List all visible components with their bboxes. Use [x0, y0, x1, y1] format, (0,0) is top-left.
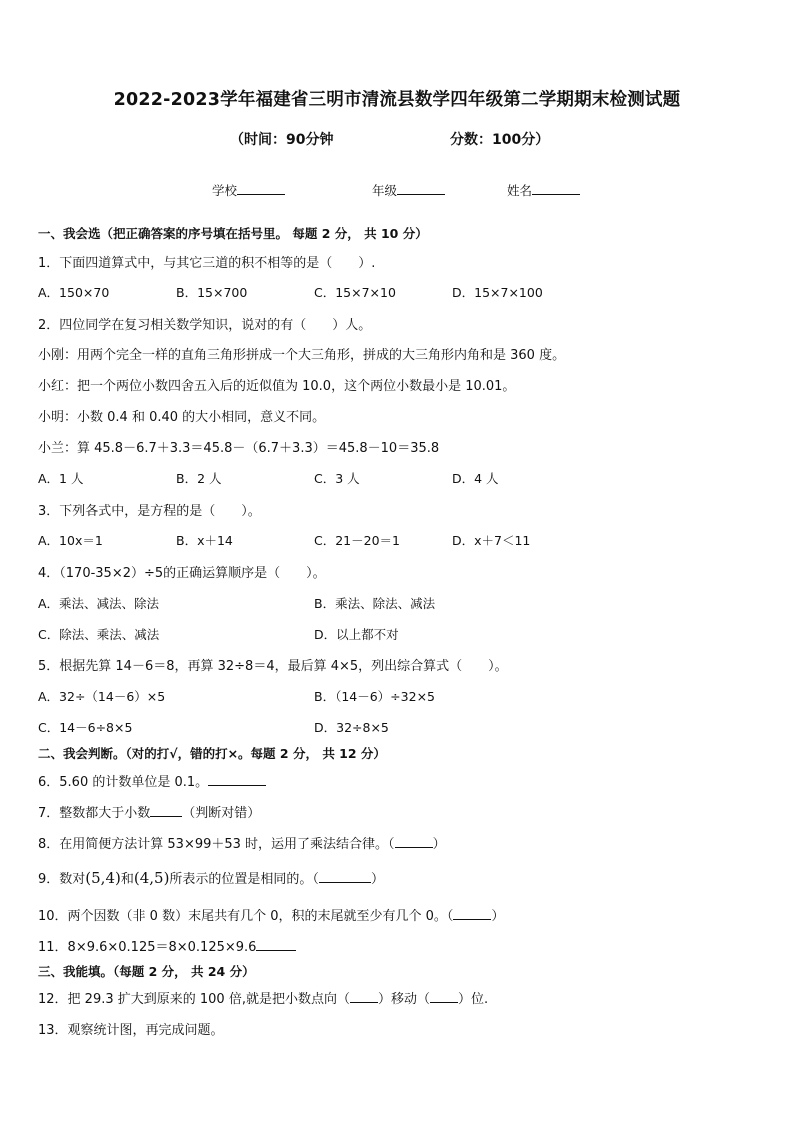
q2-option-c: C．3 人 — [314, 471, 360, 486]
q9-answer-blank[interactable] — [319, 870, 371, 883]
q8-line — [38, 833, 446, 852]
q10-answer-blank[interactable] — [453, 907, 491, 920]
q5-stem: 5．根据先算 14－6＝8，再算 32÷8＝4，最后算 4×5，列出综合算式（ ）。 — [38, 659, 508, 674]
q9-rest: 所表示的位置是相同的。（ — [169, 872, 319, 887]
q2-xiaolan: 小兰：算 45.8－6.7＋3.3＝45.8－（6.7＋3.3）＝45.8－10＝35.8 — [38, 441, 440, 456]
q2-stem: 2．四位同学在复习相关数学知识，说对的有（ ）人。 — [38, 318, 372, 333]
exam-time: （时间：90分钟 — [230, 132, 334, 148]
q11-stem: 11．8×9.6×0.125＝8×0.125×9.6 — [38, 940, 257, 955]
q9-stem: 9．数对 — [38, 872, 86, 887]
q2-xiaoming: 小明：小数 0.4 和 0.40 的大小相同，意义不同。 — [38, 410, 326, 425]
school-blank[interactable] — [237, 182, 285, 195]
q3-option-b: B．x＋14 — [176, 533, 233, 548]
q9-line — [38, 868, 384, 887]
exam-title: 2022-2023学年福建省三明市清流县数学四年级第二学期期末检测试题 — [113, 90, 681, 110]
q11-answer-blank[interactable] — [256, 938, 296, 951]
q7-tail: （判断对错） — [182, 806, 261, 821]
q3-option-a: A．10x＝1 — [38, 533, 103, 548]
q5-option-b: B．（14－6）÷32×5 — [314, 689, 435, 704]
q2-xiaohong: 小红：把一个两位小数四舍五入后的近似值为 10.0，这个两位小数最小是 10.01。 — [38, 379, 516, 394]
q9-pair-1: (5,4) — [85, 869, 121, 887]
q1-stem: 1．下面四道算式中，与其它三道的积不相等的是（ ）. — [38, 256, 376, 271]
q4-option-d: D．以上都不对 — [314, 627, 399, 642]
q2-option-b: B．2 人 — [176, 471, 222, 486]
q6-answer-blank[interactable] — [208, 773, 266, 786]
q9-mid: 和 — [120, 872, 134, 887]
q10-stem: 10．两个因数（非 0 数）末尾共有几个 0，积的末尾就至少有几个 0。（ — [38, 909, 454, 924]
q3-option-c: C．21－20＝1 — [314, 533, 400, 548]
q11-line — [38, 936, 296, 955]
q7-answer-blank[interactable] — [150, 804, 182, 817]
q8-stem: 8．在用简便方法计算 53×99＋53 时，运用了乘法结合律。（ — [38, 837, 395, 852]
grade-label: 年级 — [372, 183, 398, 198]
q10-line — [38, 905, 504, 924]
q5-option-c: C．14－6÷8×5 — [38, 720, 133, 735]
q8-answer-blank[interactable] — [395, 835, 433, 848]
q4-stem: 4．（170-35×2）÷5的正确运算顺序是（ ）。 — [38, 566, 326, 581]
exam-score: 分数：100分） — [450, 132, 550, 148]
grade-blank[interactable] — [397, 182, 445, 195]
q7-stem: 7．整数都大于小数 — [38, 806, 151, 821]
q9-pair-2: (4,5) — [133, 869, 170, 887]
q9-tail: ） — [370, 872, 384, 887]
q7-line — [38, 802, 260, 821]
q4-option-a: A．乘法、减法、除法 — [38, 596, 160, 611]
q10-tail: ） — [491, 909, 505, 924]
q1-option-d: D．15×7×100 — [452, 285, 543, 300]
q4-option-c: C．除法、乘法、减法 — [38, 627, 160, 642]
name-label: 姓名 — [507, 183, 533, 198]
q1-option-b: B．15×700 — [176, 285, 248, 300]
q2-option-a: A．1 人 — [38, 471, 84, 486]
name-field — [507, 181, 580, 199]
grade-field — [372, 181, 445, 199]
q1-option-c: C．15×7×10 — [314, 285, 396, 300]
q12-answer-blank-2[interactable] — [430, 990, 458, 1003]
q12-answer-blank-1[interactable] — [350, 990, 378, 1003]
section3-heading: 三、我能填。（每题 2 分， 共 24 分） — [38, 964, 255, 979]
q1-option-a: A．150×70 — [38, 285, 110, 300]
q6-stem: 6．5.60 的计数单位是 0.1。 — [38, 775, 209, 790]
q2-option-d: D．4 人 — [452, 471, 499, 486]
q3-option-d: D．x＋7＜11 — [452, 533, 531, 548]
q3-stem: 3．下列各式中，是方程的是（ ）。 — [38, 504, 261, 519]
name-blank[interactable] — [532, 182, 580, 195]
q6-line — [38, 771, 266, 790]
q12-line — [38, 988, 488, 1007]
q12-tail: ）位. — [457, 992, 489, 1007]
q4-option-b: B．乘法、除法、减法 — [314, 596, 436, 611]
q5-option-a: A．32÷（14－6）×5 — [38, 689, 166, 704]
q8-tail: ） — [432, 837, 446, 852]
section1-heading: 一、我会选（把正确答案的序号填在括号里。 每题 2 分， 共 10 分） — [38, 226, 428, 241]
q12-stem: 12．把 29.3 扩大到原来的 100 倍,就是把小数点向（ — [38, 992, 350, 1007]
section2-heading: 二、我会判断。（对的打√，错的打×。每题 2 分， 共 12 分） — [38, 746, 386, 761]
school-label: 学校 — [212, 183, 238, 198]
q13-stem: 13．观察统计图，再完成问题。 — [38, 1023, 224, 1038]
q2-xiaogang: 小刚：用两个完全一样的直角三角形拼成一个大三角形，拼成的大三角形内角和是 360 度。 — [38, 348, 566, 363]
q5-option-d: D．32÷8×5 — [314, 720, 389, 735]
school-field — [212, 181, 285, 199]
q12-mid: ）移动（ — [377, 992, 430, 1007]
